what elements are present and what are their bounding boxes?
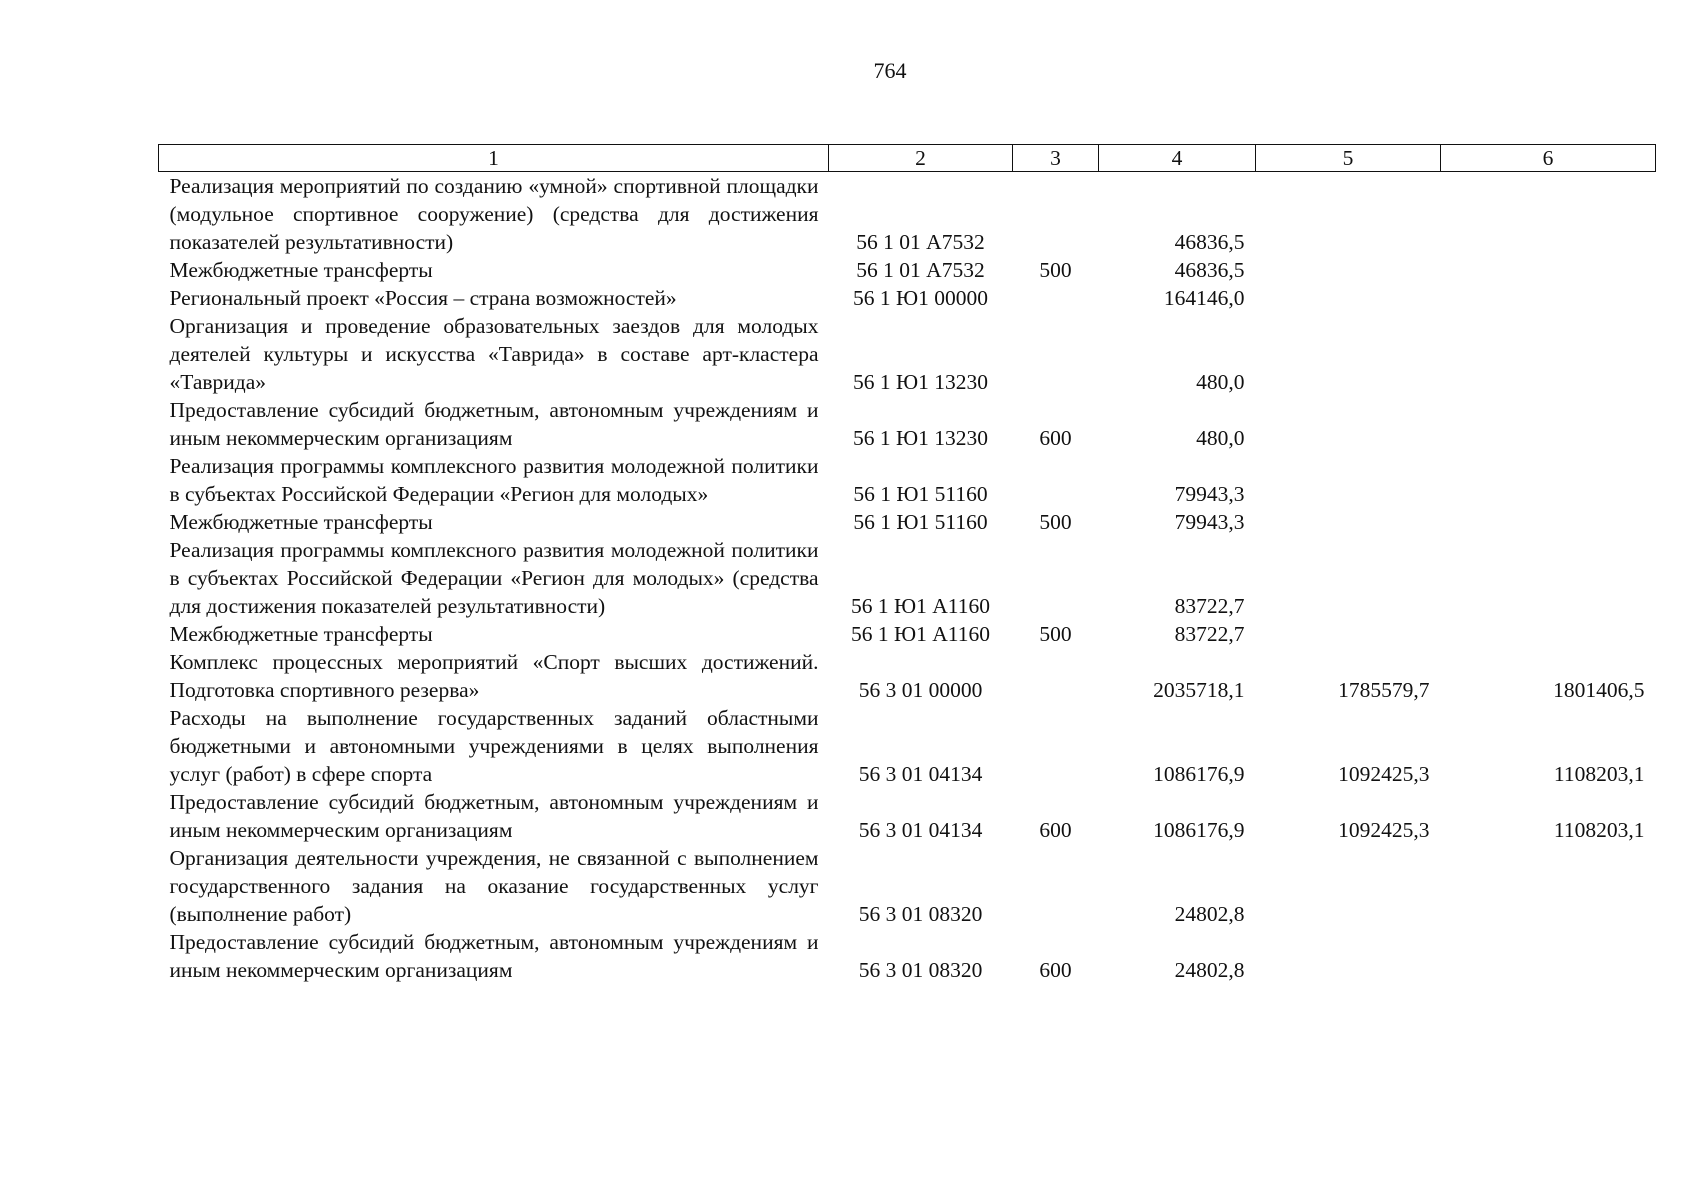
amount-col4-cell: 79943,3: [1174, 510, 1245, 534]
amount-col4-cell: 79943,3: [1174, 482, 1245, 506]
amount-col5-cell: [1256, 172, 1441, 257]
amount-col5-cell: [1256, 396, 1441, 452]
table-row: [159, 620, 1656, 648]
expense-name-cell: Организация и проведение образовательных заездов для молодых деятелей культуры и искусства «Таврида» в составе арт-кластера «Таврида»: [169, 314, 819, 394]
header-cell: 3: [1013, 145, 1099, 172]
amount-col6-cell: [1441, 928, 1656, 984]
table-row: [159, 704, 1656, 788]
expense-name-cell: Предоставление субсидий бюджетным, автономным учреждениям и иным некоммерческим организациям: [169, 398, 819, 450]
amount-col5-cell: [1256, 508, 1441, 536]
table-body: [159, 172, 1656, 985]
header-cell: 1: [159, 145, 829, 172]
expense-type-cell: [1013, 312, 1099, 396]
amount-col4-cell: 24802,8: [1174, 902, 1245, 926]
amount-col4-cell: 24802,8: [1174, 958, 1245, 982]
classification-code-cell: 56 3 01 04134: [858, 762, 983, 786]
amount-col6-cell: [1441, 844, 1656, 928]
amount-col6-cell: 1801406,5: [1553, 678, 1645, 702]
table-row: [159, 844, 1656, 928]
amount-col6-cell: [1441, 256, 1656, 284]
table-row: [159, 312, 1656, 396]
amount-col6-cell: [1441, 284, 1656, 312]
page-number: 764: [873, 58, 907, 83]
table-row: [159, 452, 1656, 508]
expense-type-cell: [1013, 648, 1099, 704]
amount-col6-cell: [1441, 620, 1656, 648]
expense-type-cell: 600: [1039, 958, 1072, 982]
table-row: [159, 648, 1656, 704]
classification-code-cell: 56 1 Ю1 51160: [853, 482, 988, 506]
amount-col4-cell: 46836,5: [1174, 258, 1245, 282]
table-row: [159, 788, 1656, 844]
header-row: [159, 145, 1656, 172]
classification-code-cell: 56 3 01 08320: [858, 958, 983, 982]
amount-col6-cell: [1441, 452, 1656, 508]
amount-col4-cell: 83722,7: [1174, 622, 1245, 646]
expense-type-cell: 500: [1039, 510, 1072, 534]
classification-code-cell: 56 1 01 А7532: [856, 258, 985, 282]
classification-code-cell: 56 1 01 А7532: [856, 230, 985, 254]
classification-code-cell: 56 3 01 00000: [858, 678, 983, 702]
table-row: [159, 536, 1656, 620]
amount-col4-cell: 480,0: [1196, 426, 1245, 450]
amount-col5-cell: [1256, 452, 1441, 508]
classification-code-cell: 56 1 Ю1 13230: [853, 426, 988, 450]
expense-type-cell: 500: [1039, 622, 1072, 646]
expense-type-cell: [1013, 704, 1099, 788]
header-cell: 5: [1256, 145, 1441, 172]
amount-col6-cell: [1441, 508, 1656, 536]
amount-col5-cell: 1092425,3: [1338, 818, 1430, 842]
expense-type-cell: [1013, 452, 1099, 508]
expense-name-cell: Межбюджетные трансферты: [169, 510, 433, 534]
expense-type-cell: [1013, 172, 1099, 257]
amount-col6-cell: 1108203,1: [1553, 818, 1645, 842]
amount-col4-cell: 83722,7: [1174, 594, 1245, 618]
table-row: [159, 284, 1656, 312]
table-row: [159, 508, 1656, 536]
expense-type-cell: [1013, 844, 1099, 928]
amount-col5-cell: [1256, 536, 1441, 620]
amount-col4-cell: 46836,5: [1174, 230, 1245, 254]
expense-name-cell: Предоставление субсидий бюджетным, автономным учреждениям и иным некоммерческим организациям: [169, 930, 819, 982]
amount-col5-cell: [1256, 256, 1441, 284]
expense-name-cell: Реализация программы комплексного развития молодежной политики в субъектах Российской Федерации «Регион для молодых» (средства для достижения показателей результативности): [169, 538, 819, 618]
classification-code-cell: 56 1 Ю1 13230: [853, 370, 988, 394]
classification-code-cell: 56 1 Ю1 00000: [853, 286, 988, 310]
expense-type-cell: [1013, 284, 1099, 312]
amount-col5-cell: [1256, 620, 1441, 648]
amount-col5-cell: [1256, 284, 1441, 312]
classification-code-cell: 56 3 01 04134: [858, 818, 983, 842]
expense-type-cell: 500: [1039, 258, 1072, 282]
expense-name-cell: Организация деятельности учреждения, не связанной с выполнением государственного задания на оказание государственных услуг (выполнение работ): [169, 846, 819, 926]
expense-name-cell: Реализация программы комплексного развития молодежной политики в субъектах Российской Федерации «Регион для молодых»: [169, 454, 819, 506]
amount-col5-cell: [1256, 928, 1441, 984]
table-header: [159, 145, 1656, 172]
expense-type-cell: [1013, 536, 1099, 620]
amount-col4-cell: 480,0: [1196, 370, 1245, 394]
classification-code-cell: 56 1 Ю1 А1160: [851, 594, 990, 618]
expense-name-cell: Межбюджетные трансферты: [169, 258, 433, 282]
expense-name-cell: Межбюджетные трансферты: [169, 622, 433, 646]
amount-col4-cell: 1086176,9: [1153, 818, 1245, 842]
classification-code-cell: 56 3 01 08320: [858, 902, 983, 926]
amount-col6-cell: [1441, 536, 1656, 620]
table-row: [159, 172, 1656, 257]
expense-name-cell: Комплекс процессных мероприятий «Спорт высших достижений. Подготовка спортивного резерва»: [169, 650, 819, 702]
table-row: [159, 928, 1656, 984]
amount-col4-cell: 164146,0: [1163, 286, 1245, 310]
table-row: [159, 396, 1656, 452]
header-cell: 6: [1441, 145, 1656, 172]
expense-name-cell: Региональный проект «Россия – страна возможностей»: [169, 286, 677, 310]
amount-col5-cell: [1256, 844, 1441, 928]
header-cell: 2: [829, 145, 1013, 172]
amount-col5-cell: 1092425,3: [1338, 762, 1430, 786]
header-cell: 4: [1099, 145, 1256, 172]
amount-col5-cell: 1785579,7: [1338, 678, 1430, 702]
amount-col6-cell: [1441, 312, 1656, 396]
amount-col5-cell: [1256, 312, 1441, 396]
expense-type-cell: 600: [1039, 426, 1072, 450]
expense-name-cell: Реализация мероприятий по созданию «умной» спортивной площадки (модульное спортивное сооружение) (средства для достижения показателей результативности): [169, 174, 819, 254]
amount-col4-cell: 2035718,1: [1153, 678, 1245, 702]
amount-col6-cell: [1441, 396, 1656, 452]
budget-table: [158, 144, 1656, 984]
amount-col6-cell: [1441, 172, 1656, 257]
amount-col4-cell: 1086176,9: [1153, 762, 1245, 786]
expense-name-cell: Предоставление субсидий бюджетным, автономным учреждениям и иным некоммерческим организациям: [169, 790, 819, 842]
expense-type-cell: 600: [1039, 818, 1072, 842]
amount-col6-cell: 1108203,1: [1553, 762, 1645, 786]
table-row: [159, 256, 1656, 284]
expense-name-cell: Расходы на выполнение государственных заданий областными бюджетными и автономными учреждениями в целях выполнения услуг (работ) в сфере спорта: [169, 706, 819, 786]
classification-code-cell: 56 1 Ю1 51160: [853, 510, 988, 534]
classification-code-cell: 56 1 Ю1 А1160: [851, 622, 990, 646]
